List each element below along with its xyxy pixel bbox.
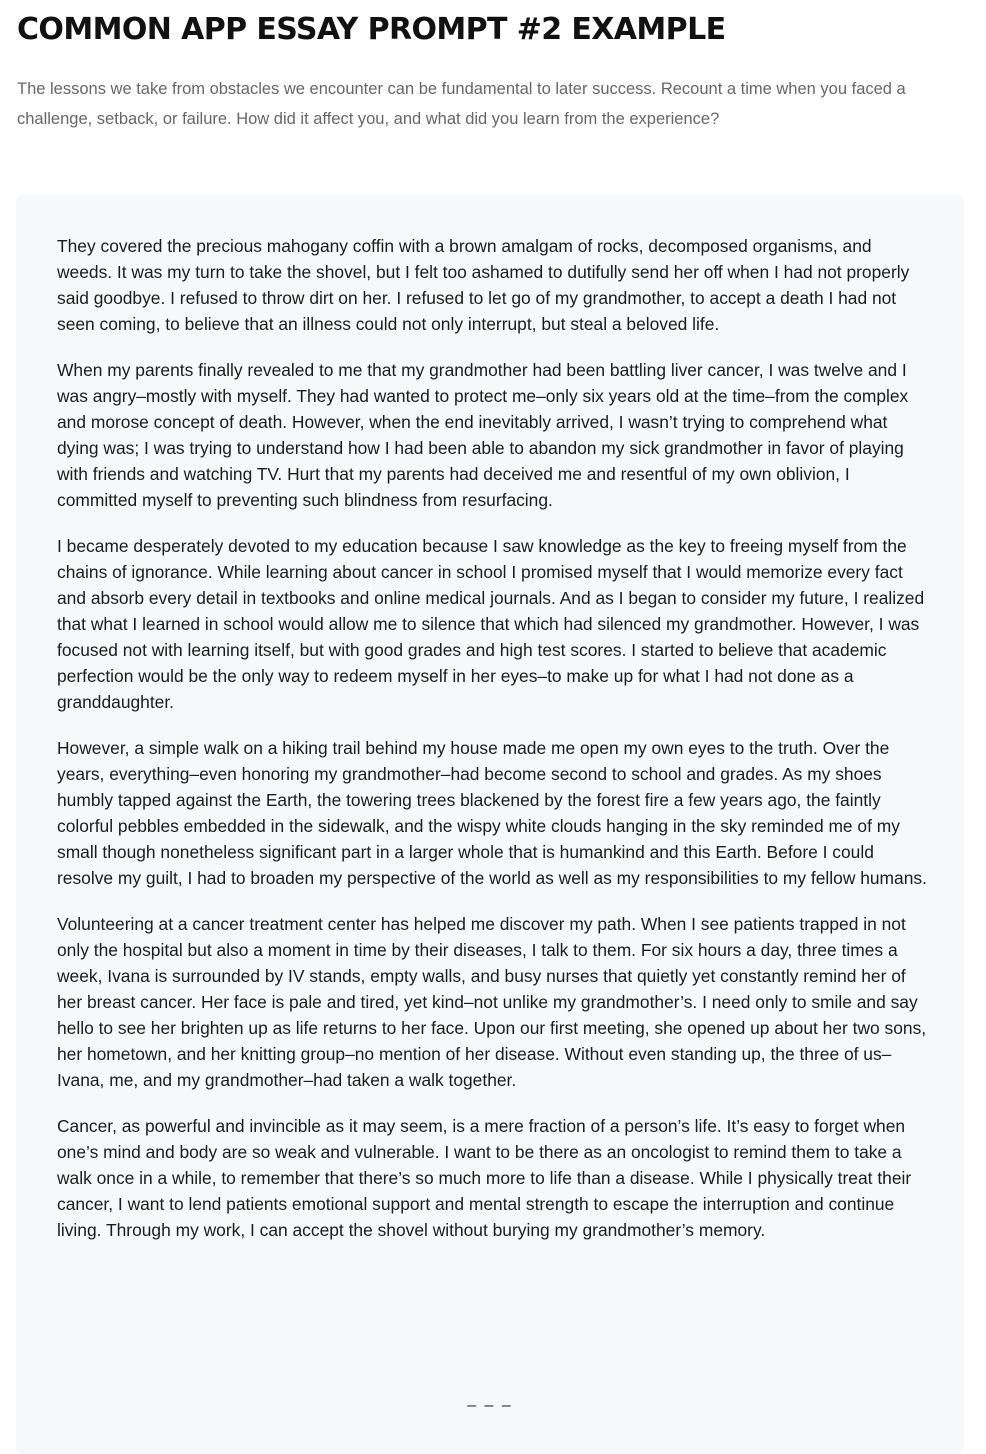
essay-prompt: The lessons we take from obstacles we encounter can be fundamental to later success. Recount a time when you faced a challenge, setback, or failure. How did it affect you, and what did you learn from the experience?	[17, 80, 906, 128]
essay-body	[57, 233, 927, 1263]
essay-paragraph: Volunteering at a cancer treatment center has helped me discover my path. When I see patients trapped in not only the hospital but also a moment in time by their diseases, I talk to them. For six hours a day, three times a week, Ivana is surrounded by IV stands, empty walls, and busy nurses that quietly yet constantly remind her of her breast cancer. Her face is pale and tired, yet kind–not unlike my grandmother’s. I need only to smile and say hello to see her brighten up as life returns to her face. Upon our first meeting, she opened up about her two sons, her hometown, and her knitting group–no mention of her disease. Without even standing up, the three of us–Ivana, me, and my grandmother–had taken a walk together.	[57, 914, 927, 1090]
essay-paragraph: Cancer, as powerful and invincible as it may seem, is a mere fraction of a person’s life. It’s easy to forget when one’s mind and body are so weak and vulnerable. I want to be there as an oncologist to remind them to take a walk once in a while, to remember that there’s so much more to life than a disease. While I physically treat their cancer, I want to lend patients emotional support and mental strength to escape the interruption and continue living. Through my work, I can accept the shovel without burying my grandmother’s memory.	[57, 1116, 912, 1240]
page-title: COMMON APP ESSAY PROMPT #2 EXAMPLE	[17, 12, 726, 47]
essay-paragraph: They covered the precious mahogany coffin with a brown amalgam of rocks, decomposed organisms, and weeds. It was my turn to take the shovel, but I felt too ashamed to dutifully send her off when I had not properly said goodbye. I refused to throw dirt on her. I refused to let go of my grandmother, to accept a death I had not seen coming, to believe that an illness could not only interrupt, but steal a beloved life.	[57, 236, 910, 334]
essay-container	[16, 194, 964, 1454]
essay-paragraph: However, a simple walk on a hiking trail behind my house made me open my own eyes to the truth. Over the years, everything–even honoring my grandmother–had become second to school and grades. As my shoes humbly tapped against the Earth, the towering trees blackened by the forest fire a few years ago, the faintly colorful pebbles embedded in the sidewalk, and the wispy white clouds hanging in the sky reminded me of my small though nonetheless significant part in a larger whole that is humankind and this Earth. Before I could resolve my guilt, I had to broaden my perspective of the world as well as my responsibilities to my fellow humans.	[57, 738, 927, 888]
section-separator: – – –	[467, 1397, 513, 1414]
essay-paragraph: When my parents finally revealed to me that my grandmother had been battling liver cancer, I was twelve and I was angry–mostly with myself. They had wanted to protect me–only six years old at the time–from the complex and morose concept of death. However, when the end inevitably arrived, I wasn’t trying to comprehend what dying was; I was trying to understand how I had been able to abandon my sick grandmother in favor of playing with friends and watching TV. Hurt that my parents had deceived me and resentful of my own oblivion, I committed myself to preventing such blindness from resurfacing.	[57, 360, 909, 510]
essay-paragraph: I became desperately devoted to my education because I saw knowledge as the key to freeing myself from the chains of ignorance. While learning about cancer in school I promised myself that I would memorize every fact and absorb every detail in textbooks and online medical journals. And as I began to consider my future, I realized that what I learned in school would allow me to silence that which had silenced my grandmother. However, I was focused not with learning itself, but with good grades and high test scores. I started to believe that academic perfection would be the only way to redeem myself in her eyes–to make up for what I had not done as a granddaughter.	[57, 536, 925, 712]
